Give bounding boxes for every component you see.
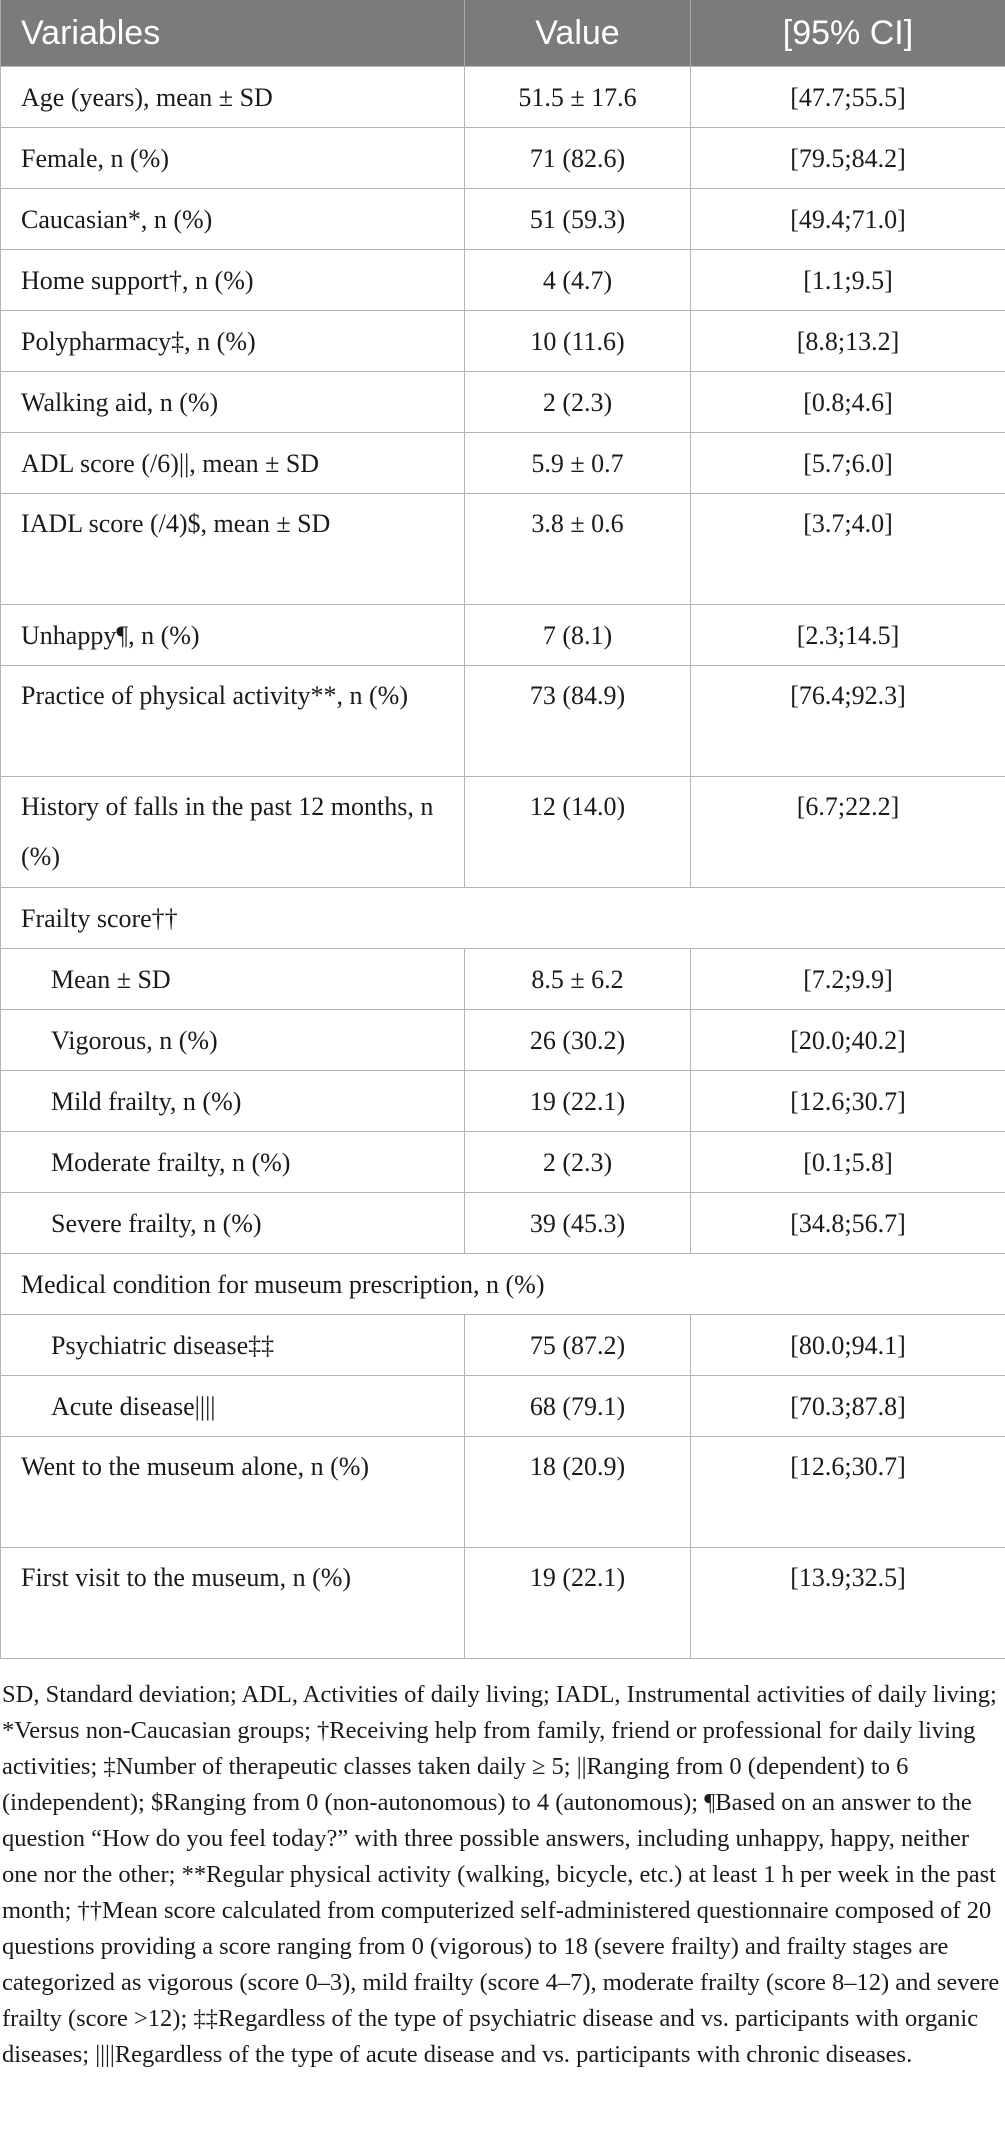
- row-label: First visit to the museum, n (%): [1, 1548, 465, 1659]
- row-label: Polypharmacy‡, n (%): [1, 311, 465, 372]
- table-row: [1, 1437, 1005, 1548]
- row-ci: [0.1;5.8]: [691, 1132, 1005, 1193]
- table-row: [1, 1315, 1005, 1376]
- table-row: [1, 949, 1005, 1010]
- row-ci: [7.2;9.9]: [691, 949, 1005, 1010]
- row-value: 4 (4.7): [465, 250, 691, 311]
- header-variables: Variables: [1, 0, 465, 67]
- section-label: Medical condition for museum prescription, n (%): [1, 1254, 1005, 1315]
- table-row: [1, 128, 1005, 189]
- row-label: Female, n (%): [1, 128, 465, 189]
- row-ci: [3.7;4.0]: [691, 494, 1005, 605]
- row-ci: [0.8;4.6]: [691, 372, 1005, 433]
- row-value: 8.5 ± 6.2: [465, 949, 691, 1010]
- row-ci: [34.8;56.7]: [691, 1193, 1005, 1254]
- row-label: Mild frailty, n (%): [1, 1071, 465, 1132]
- table-row: [1, 311, 1005, 372]
- table-row: [1, 1071, 1005, 1132]
- table-row: [1, 433, 1005, 494]
- row-ci: [49.4;71.0]: [691, 189, 1005, 250]
- table-row: [1, 1376, 1005, 1437]
- row-value: 26 (30.2): [465, 1010, 691, 1071]
- row-value: 3.8 ± 0.6: [465, 494, 691, 605]
- row-label: IADL score (/4)$, mean ± SD: [1, 494, 465, 605]
- row-ci: [2.3;14.5]: [691, 605, 1005, 666]
- row-ci: [12.6;30.7]: [691, 1437, 1005, 1548]
- row-ci: [76.4;92.3]: [691, 666, 1005, 777]
- section-row-medical-condition: [1, 1254, 1005, 1315]
- table-row: [1, 1010, 1005, 1071]
- table-row: [1, 494, 1005, 605]
- table-footnotes: SD, Standard deviation; ADL, Activities of daily living; IADL, Instrumental activities of daily living; *Versus non-Caucasian groups; †Receiving help from family, friend or professional for daily living activities; ‡Number of therapeutic classes taken daily ≥ 5; ||Ranging from 0 (dependent) to 6 (independent); $Ranging from 0 (non-autonomous) to 4 (autonomous); ¶Based on an answer to the question “How do you feel today?” with three possible answers, including unhappy, happy, neither one nor the other; **Regular physical activity (walking, bicycle, etc.) at least 1 h per week in the past month; ††Mean score calculated from computerized self-administered questionnaire composed of 20 questions providing a score ranging from 0 (vigorous) to 18 (severe frailty) and frailty stages are categorized as vigorous (score 0–3), mild frailty (score 4–7), moderate frailty (score 8–12) and severe frailty (score >12); ‡‡Regardless of the type of psychiatric disease and vs. participants with organic diseases; ||||Regardless of the type of acute disease and vs. participants with chronic diseases.: [2, 1681, 1000, 2068]
- row-value: 19 (22.1): [465, 1071, 691, 1132]
- table-row: [1, 1132, 1005, 1193]
- table-header-row: [1, 0, 1005, 67]
- row-label: Age (years), mean ± SD: [1, 67, 465, 128]
- row-ci: [12.6;30.7]: [691, 1071, 1005, 1132]
- row-value: 71 (82.6): [465, 128, 691, 189]
- table-row: [1, 777, 1005, 888]
- row-ci: [8.8;13.2]: [691, 311, 1005, 372]
- row-ci: [13.9;32.5]: [691, 1548, 1005, 1659]
- table-row: [1, 605, 1005, 666]
- row-label: Walking aid, n (%): [1, 372, 465, 433]
- table-row: [1, 250, 1005, 311]
- row-value: 7 (8.1): [465, 605, 691, 666]
- row-label: Practice of physical activity**, n (%): [1, 666, 465, 777]
- table-row: [1, 372, 1005, 433]
- row-value: 12 (14.0): [465, 777, 691, 888]
- row-label: Psychiatric disease‡‡: [1, 1315, 465, 1376]
- row-value: 19 (22.1): [465, 1548, 691, 1659]
- row-value: 2 (2.3): [465, 372, 691, 433]
- header-ci: [95% CI]: [691, 0, 1005, 67]
- row-label: Vigorous, n (%): [1, 1010, 465, 1071]
- table-row: [1, 666, 1005, 777]
- row-label: Caucasian*, n (%): [1, 189, 465, 250]
- row-value: 2 (2.3): [465, 1132, 691, 1193]
- header-value: Value: [465, 0, 691, 67]
- row-ci: [80.0;94.1]: [691, 1315, 1005, 1376]
- row-label: Went to the museum alone, n (%): [1, 1437, 465, 1548]
- row-value: 51.5 ± 17.6: [465, 67, 691, 128]
- section-label: Frailty score††: [1, 888, 1005, 949]
- row-label: Acute disease||||: [1, 1376, 465, 1437]
- row-label: Moderate frailty, n (%): [1, 1132, 465, 1193]
- row-ci: [20.0;40.2]: [691, 1010, 1005, 1071]
- table-row: [1, 189, 1005, 250]
- row-ci: [79.5;84.2]: [691, 128, 1005, 189]
- row-label: History of falls in the past 12 months, n (%): [1, 777, 465, 888]
- row-value: 73 (84.9): [465, 666, 691, 777]
- row-ci: [1.1;9.5]: [691, 250, 1005, 311]
- section-row-frailty: [1, 888, 1005, 949]
- row-ci: [47.7;55.5]: [691, 67, 1005, 128]
- row-label: Severe frailty, n (%): [1, 1193, 465, 1254]
- row-value: 18 (20.9): [465, 1437, 691, 1548]
- table-row: [1, 67, 1005, 128]
- row-label: ADL score (/6)||, mean ± SD: [1, 433, 465, 494]
- row-label: Unhappy¶, n (%): [1, 605, 465, 666]
- table-row: [1, 1193, 1005, 1254]
- row-value: 75 (87.2): [465, 1315, 691, 1376]
- table-row: [1, 1548, 1005, 1659]
- row-value: 39 (45.3): [465, 1193, 691, 1254]
- row-value: 10 (11.6): [465, 311, 691, 372]
- row-value: 68 (79.1): [465, 1376, 691, 1437]
- row-ci: [70.3;87.8]: [691, 1376, 1005, 1437]
- row-value: 5.9 ± 0.7: [465, 433, 691, 494]
- row-label: Mean ± SD: [1, 949, 465, 1010]
- row-label: Home support†, n (%): [1, 250, 465, 311]
- row-value: 51 (59.3): [465, 189, 691, 250]
- row-ci: [5.7;6.0]: [691, 433, 1005, 494]
- row-ci: [6.7;22.2]: [691, 777, 1005, 888]
